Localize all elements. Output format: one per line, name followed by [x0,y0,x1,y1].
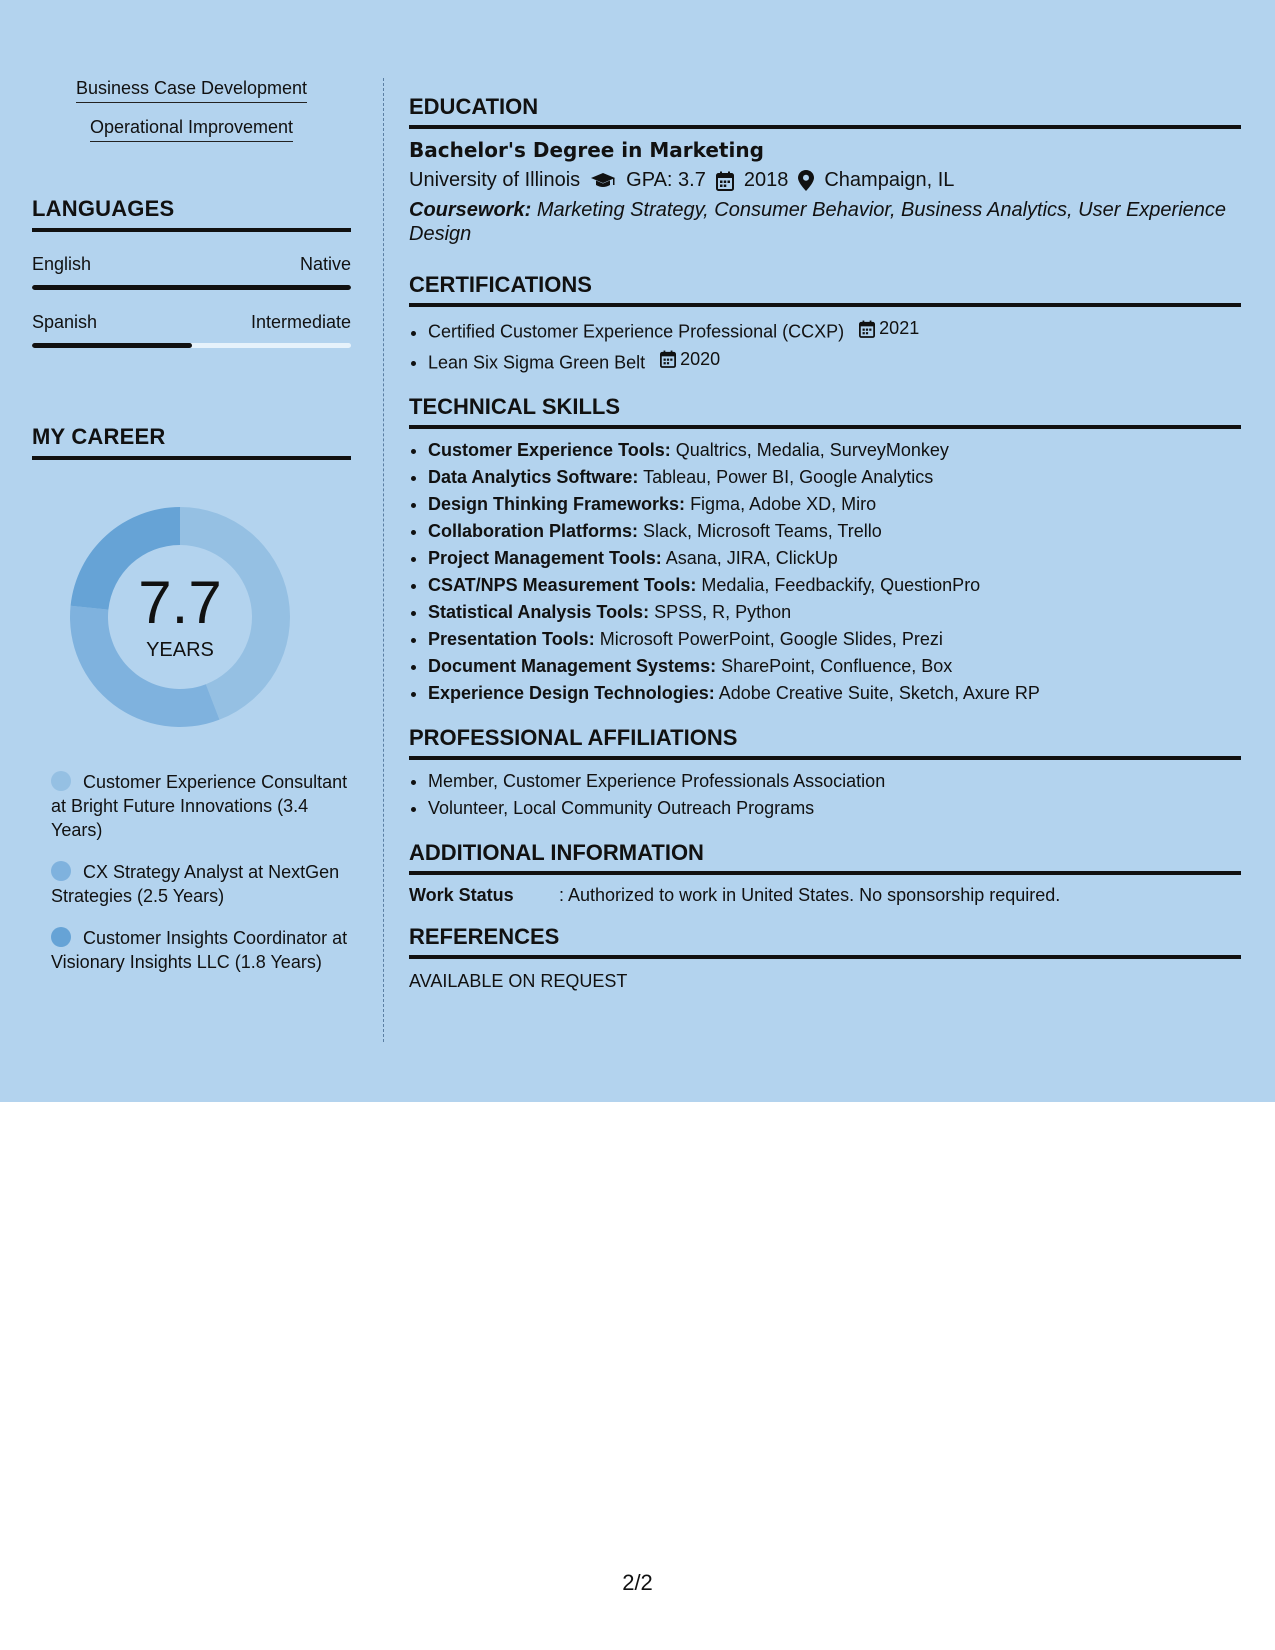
skill-category: Statistical Analysis Tools: [428,602,650,622]
graduation-year: 2018 [743,169,789,191]
certification-year: 2020 [680,348,721,369]
skill-values: Tableau, Power BI, Google Analytics [643,467,934,487]
technical-skills-section [409,394,1241,707]
language-proficiency-bar [32,285,351,290]
affiliation-item: • Volunteer, Local Community Outreach Programs [428,795,1241,822]
additional-info-section [409,840,1241,906]
certification-name: Lean Six Sigma Green Belt [428,352,646,372]
technical-skill-item [428,437,1241,464]
language-item [32,312,351,348]
skill-category: Experience Design Technologies: [428,683,715,703]
skill-values: Figma, Adobe XD, Miro [690,494,877,514]
gpa: GPA: 3.7 [626,169,706,191]
certification-name: Certified Customer Experience Professional (CCXP) [428,321,845,342]
skill-category: Design Thinking Frameworks: [428,494,686,514]
skill-category: Project Management Tools: [428,548,662,568]
skill-category: Document Management Systems: [428,656,717,676]
career-heading: MY CAREER [32,424,351,460]
coursework-list: Marketing Strategy, Consumer Behavior, Business Analytics, User Experience Design [409,199,1227,245]
skill-values: SharePoint, Confluence, Box [721,656,953,676]
language-level: Native [299,254,351,274]
language-name: Spanish [32,312,98,332]
technical-skill-item [428,599,1241,626]
certifications-heading: CERTIFICATIONS [409,272,1241,307]
technical-skill-item [428,680,1241,707]
career-legend-item [51,926,351,974]
education-heading: EDUCATION [409,94,1241,129]
skill-values: Adobe Creative Suite, Sketch, Axure RP [718,683,1040,703]
calendar-icon [859,320,875,338]
skill-values: Microsoft PowerPoint, Google Slides, Prezi [599,629,943,649]
skill-values: Qualtrics, Medalia, SurveyMonkey [675,440,949,460]
technical-skill-item [428,653,1241,680]
calendar-icon [716,171,734,191]
coursework [409,198,1241,246]
language-name: English [32,254,92,274]
additional-info-heading: ADDITIONAL INFORMATION [409,840,1241,875]
technical-skills-heading: TECHNICAL SKILLS [409,394,1241,429]
career-legend-label: Customer Insights Coordinator at Visionary Insights LLC (1.8 Years) [51,928,348,972]
skill-category: Data Analytics Software: [428,467,639,487]
skill-category: Customer Experience Tools: [428,440,671,460]
page-number: 2/2 [622,1570,653,1595]
career-legend-label: Customer Experience Consultant at Bright Future Innovations (3.4 Years) [51,772,348,840]
skill-tag: Operational Improvement [90,117,293,142]
technical-skill-item [428,572,1241,599]
education-section [409,94,1241,246]
affiliations-section [409,725,1241,822]
language-proficiency-bar [32,343,351,348]
skill-values: Asana, JIRA, ClickUp [665,548,838,568]
affiliations-heading: PROFESSIONAL AFFILIATIONS [409,725,1241,760]
languages-heading: LANGUAGES [32,196,351,232]
calendar-icon [660,350,676,368]
technical-skill-item [428,464,1241,491]
coursework-label: Coursework: [409,199,532,221]
education-meta [409,169,1241,192]
graduation-cap-icon [590,172,616,190]
skill-category: Collaboration Platforms: [428,521,639,541]
certification-item [428,346,1241,377]
degree-title: Bachelor's Degree in Marketing [409,138,764,162]
main-content [409,78,1241,1010]
skill-tag: Business Case Development [76,78,307,103]
career-legend-item [51,860,351,908]
certification-item [428,315,1241,346]
references-heading: REFERENCES [409,924,1241,959]
career-donut-chart [65,502,295,732]
certification-year: 2021 [879,318,920,338]
location-pin-icon [798,170,814,191]
school-location: Champaign, IL [824,169,955,191]
technical-skill-item [428,491,1241,518]
affiliation-item: • Member, Customer Experience Professionals Association [428,768,1241,795]
career-total: 7.7 [138,568,222,636]
work-status-label: Work Status [409,885,514,905]
technical-skill-item [428,518,1241,545]
skill-category: CSAT/NPS Measurement Tools: [428,575,697,595]
career-legend-item [51,770,351,842]
certifications-section [409,272,1241,376]
work-status-value: : Authorized to work in United States. No sponsorship required. [559,885,1061,905]
skill-values: Medalia, Feedbackify, QuestionPro [701,575,981,595]
technical-skill-item [428,626,1241,653]
technical-skill-item [428,545,1241,572]
sidebar [32,78,351,974]
language-level: Intermediate [250,312,351,332]
language-proficiency-fill [32,285,351,290]
legend-dot [51,861,71,881]
work-status-row [409,885,1241,906]
career-unit: YEARS [146,638,214,661]
skill-category: Presentation Tools: [428,629,595,649]
legend-dot [51,927,71,947]
language-proficiency-fill [32,343,192,348]
skill-values: SPSS, R, Python [654,602,792,622]
skill-values: Slack, Microsoft Teams, Trello [643,521,882,541]
column-divider [383,78,384,1042]
career-legend-label: CX Strategy Analyst at NextGen Strategies (2.5 Years) [51,862,340,906]
references-text: AVAILABLE ON REQUEST [409,971,628,991]
references-section [409,924,1241,992]
language-item [32,254,351,290]
legend-dot [51,771,71,791]
school-name: University of Illinois [409,169,581,191]
